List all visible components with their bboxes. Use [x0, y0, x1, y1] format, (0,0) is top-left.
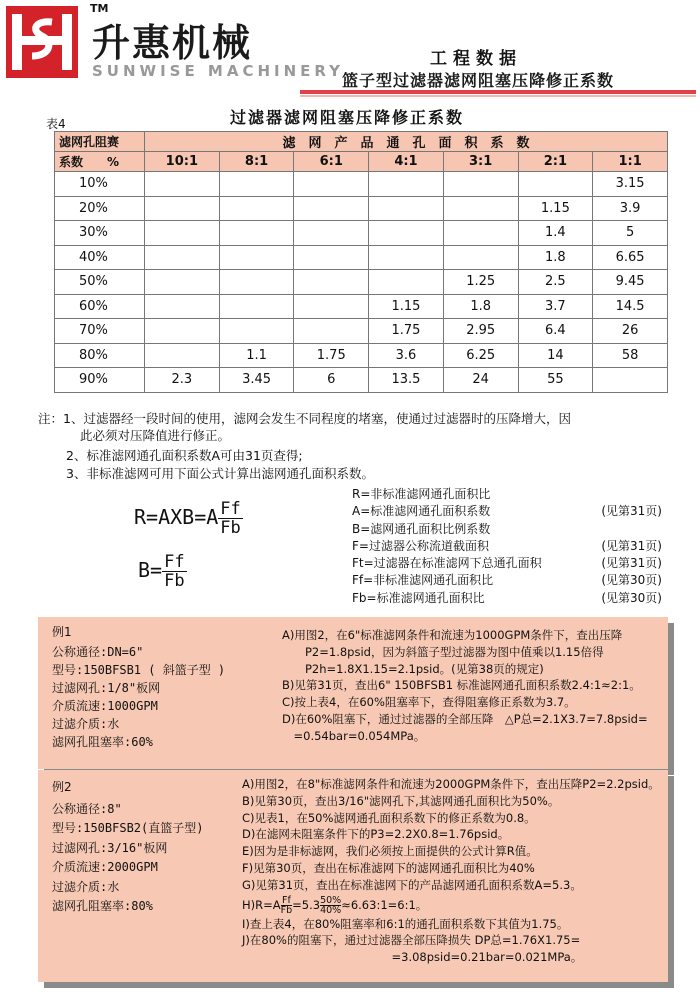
factor-cell — [443, 172, 518, 197]
example-2-param: 介质流速:2000GPM — [52, 860, 158, 874]
factor-cell: 58 — [593, 343, 668, 368]
table-row — [55, 245, 668, 270]
example-1-step: D)在60%阻塞下，通过过滤器的全部压降 △P总=2.1X3.7=7.8psid= — [282, 711, 648, 726]
definition-item — [352, 538, 662, 555]
blockage-percent-cell: 80% — [55, 343, 145, 368]
note-3: 3、非标准滤网可用下面公式计算出滤网通孔面积系数。 — [66, 466, 374, 481]
page-title: 工程数据 — [430, 49, 522, 69]
example-2-step: F)见第30页，查出在标准滤网下的滤网通孔面积比为40% — [242, 860, 535, 875]
ratio-header: 10:1 — [145, 152, 220, 172]
factor-cell — [145, 270, 220, 295]
example-2-step-h — [242, 894, 660, 916]
formula-r-fraction — [218, 500, 242, 537]
correction-factor-table — [54, 131, 668, 393]
example-2-step: B)见第30页，查出3/16"滤网孔下,其滤网通孔面积比为50%。 — [242, 793, 560, 808]
step-h-num-2: 50% — [320, 894, 342, 906]
example-1-param: 例1 — [52, 625, 72, 639]
factor-cell — [219, 270, 294, 295]
corner-header-top: 滤网孔阻赛 — [55, 132, 145, 152]
factor-cell: 1.75 — [369, 319, 444, 344]
header-divider-secondary — [300, 95, 696, 97]
table-title: 过滤器滤网阻塞压降修正系数 — [230, 108, 465, 127]
definition-text: B=滤网通孔面积比例系数 — [352, 521, 491, 536]
factor-cell — [369, 245, 444, 270]
formula-r-left: R=AXB=A — [134, 505, 219, 529]
note-1a: 注：1、过滤器经一段时间的使用，滤网会发生不同程度的堵塞，使通过过滤器时的压降增大，因 — [38, 411, 571, 426]
factor-cell — [443, 221, 518, 246]
step-h-num-1: Ff — [281, 894, 291, 906]
factor-cell — [145, 245, 220, 270]
formula-b-denominator: Fb — [164, 571, 185, 591]
blockage-percent-cell: 60% — [55, 294, 145, 319]
formula-r-denominator: Fb — [220, 518, 241, 538]
factor-cell: 9.45 — [593, 270, 668, 295]
blockage-percent-cell: 90% — [55, 368, 145, 393]
formula-b-left: B= — [138, 558, 163, 582]
table-row — [55, 172, 668, 197]
formula-b — [138, 553, 187, 590]
blockage-percent-cell: 50% — [55, 270, 145, 295]
example-1-box — [38, 617, 668, 769]
factor-cell — [219, 245, 294, 270]
factor-cell — [369, 172, 444, 197]
header-divider — [300, 90, 696, 94]
table-row — [55, 368, 668, 393]
group-header: 滤 网 产 品 通 孔 面 积 系 数 — [145, 132, 668, 152]
factor-cell: 3.6 — [369, 343, 444, 368]
brand-name-cn: 升惠机械 — [92, 21, 253, 65]
example-2-step: G)见第31页，查出在标准滤网下的产品滤网通孔面积系数A=5.3。 — [242, 877, 582, 892]
factor-cell: 14 — [518, 343, 593, 368]
factor-cell: 3.15 — [593, 172, 668, 197]
factor-cell — [219, 172, 294, 197]
example-1-param: 过滤介质:水 — [52, 717, 120, 731]
factor-cell: 1.15 — [518, 196, 593, 221]
factor-cell: 1.8 — [443, 294, 518, 319]
factor-cell — [369, 270, 444, 295]
example-1-param: 公称通径:DN=6" — [52, 645, 144, 659]
definition-text: A=标准滤网通孔面积系数 — [352, 504, 491, 519]
factor-cell: 24 — [443, 368, 518, 393]
factor-cell: 6.65 — [593, 245, 668, 270]
table-label: 表4 — [46, 117, 66, 131]
formula-r — [134, 500, 243, 537]
factor-cell — [145, 196, 220, 221]
ratio-header: 8:1 — [219, 152, 294, 172]
trademark-mark: TM — [90, 2, 109, 15]
table-row — [55, 196, 668, 221]
note-1b: 此必须对压降值进行修正。 — [80, 428, 231, 443]
example-2-step: A)用图2，在8"标准滤网条件和流速为2000GPM条件下，查出压降P2=2.2psid。 — [242, 777, 660, 791]
factor-cell: 55 — [518, 368, 593, 393]
table-row — [55, 319, 668, 344]
example-1-step: B)见第31页，查出6" 150BFSB1 标准滤网通孔面积系数2.4:1≈2:1。 — [282, 678, 641, 693]
factor-cell: 2.3 — [145, 368, 220, 393]
factor-cell — [294, 294, 369, 319]
brand-name-en: SUNWISE MACHINERY — [92, 62, 345, 80]
factor-cell — [593, 368, 668, 393]
factor-cell — [219, 221, 294, 246]
example-2-step: C)见表1，在50%滤网通孔面积系数下的修正系数为0.8。 — [242, 810, 536, 825]
definition-text: Ff=非标准滤网通孔面积比 — [352, 573, 494, 588]
factor-cell: 1.1 — [219, 343, 294, 368]
factor-cell: 1.15 — [369, 294, 444, 319]
factor-cell — [294, 245, 369, 270]
factor-cell — [518, 172, 593, 197]
factor-cell: 2.95 — [443, 319, 518, 344]
formula-b-fraction — [162, 553, 186, 590]
definition-item — [352, 503, 662, 520]
note-2: 2、标准滤网通孔面积系数A可由31页查得; — [66, 448, 303, 463]
definition-item — [352, 572, 662, 589]
example-1-steps — [282, 627, 648, 745]
example-2-param: 型号:150BFSB2(直篮子型) — [52, 821, 204, 835]
step-h-prefix: H)R=A — [242, 897, 281, 912]
definition-item — [352, 555, 662, 572]
ratio-header: 3:1 — [443, 152, 518, 172]
formula-r-numerator: Ff — [220, 499, 241, 519]
definition-ref: (见第31页) — [601, 556, 662, 571]
example-2-param: 过滤网孔:3/16"板网 — [52, 840, 168, 855]
example-1-step: P2h=1.8X1.15=2.1psid。(见第38页的规定) — [282, 661, 544, 676]
step-h-den-1: Fb — [280, 904, 293, 916]
definition-item — [352, 486, 662, 503]
factor-cell — [145, 343, 220, 368]
factor-cell — [145, 172, 220, 197]
example-1-step: P2=1.8psid，因为斜篮子型过滤器为图中值乘以1.15倍得 — [282, 644, 604, 659]
definitions-list — [352, 486, 662, 607]
factor-cell — [294, 319, 369, 344]
definition-item — [352, 590, 662, 607]
factor-cell: 13.5 — [369, 368, 444, 393]
blockage-percent-cell: 30% — [55, 221, 145, 246]
factor-cell: 1.75 — [294, 343, 369, 368]
factor-cell — [219, 294, 294, 319]
definition-item — [352, 521, 662, 538]
step-h-end: ≈6.63:1=6:1。 — [341, 897, 428, 912]
factor-cell: 1.8 — [518, 245, 593, 270]
table-row — [55, 343, 668, 368]
factor-cell: 3.9 — [593, 196, 668, 221]
example-2-param: 例2 — [52, 780, 72, 794]
ratio-header: 1:1 — [593, 152, 668, 172]
example-2-param: 公称通径:8" — [52, 801, 122, 816]
factor-cell — [294, 196, 369, 221]
definition-ref: (见第31页) — [601, 504, 662, 519]
blockage-percent-cell: 40% — [55, 245, 145, 270]
factor-cell: 14.5 — [593, 294, 668, 319]
factor-cell: 3.45 — [219, 368, 294, 393]
factor-cell: 6.4 — [518, 319, 593, 344]
example-2-step: J)在80%的阻塞下，通过过滤器全部压降损失 DP总=1.76X1.75= — [242, 933, 581, 948]
factor-cell: 1.25 — [443, 270, 518, 295]
factor-cell — [294, 221, 369, 246]
example-2-step: E)因为是非标滤网，我们必须按上面提供的公式计算R值。 — [242, 844, 538, 859]
corner-header-bottom: 系数 % — [55, 152, 145, 172]
ratio-header: 6:1 — [294, 152, 369, 172]
example-1-param: 介质流速:1000GPM — [52, 699, 158, 713]
factor-cell: 1.4 — [518, 221, 593, 246]
example-2-box — [38, 770, 668, 982]
example-2-params — [52, 778, 203, 917]
example-2-step: =3.08psid=0.21bar=0.021MPa。 — [242, 950, 583, 965]
step-h-fraction-2 — [320, 896, 341, 915]
factor-cell: 2.5 — [518, 270, 593, 295]
example-1-param: 滤网孔阻塞率:60% — [52, 735, 153, 749]
example-2-step: D)在滤网未阻塞条件下的P3=2.2X0.8=1.76psid。 — [242, 827, 510, 842]
table-row — [55, 270, 668, 295]
example-1-params — [52, 623, 225, 751]
step-h-den-2: 40% — [320, 904, 342, 916]
definition-ref: (见第31页) — [601, 538, 662, 553]
example-2-param: 过滤介质:水 — [52, 879, 120, 894]
definition-text: Ft=过滤器在标准滤网下总通孔面积 — [352, 556, 542, 571]
example-2-step: I)查上表4，在80%阻塞率和6:1的通孔面积系数下其值为1.75。 — [242, 916, 569, 931]
factor-cell — [294, 172, 369, 197]
factor-cell: 3.7 — [518, 294, 593, 319]
factor-cell: 6.25 — [443, 343, 518, 368]
example-1-step: C)按上表4，在60%阻塞率下，查得阻塞修正系数为3.7。 — [282, 695, 576, 710]
definition-ref: (见第30页) — [601, 590, 662, 605]
definition-ref: (见第30页) — [601, 573, 662, 588]
factor-cell — [443, 196, 518, 221]
factor-cell — [145, 221, 220, 246]
ratio-header: 4:1 — [369, 152, 444, 172]
page-subtitle: 篮子型过滤器滤网阻塞压降修正系数 — [342, 71, 615, 90]
factor-cell — [145, 319, 220, 344]
example-2-param: 滤网孔阻塞率:80% — [52, 899, 153, 913]
ratio-header: 2:1 — [518, 152, 593, 172]
blockage-percent-cell: 70% — [55, 319, 145, 344]
step-h-mid: =5.3 — [292, 897, 321, 912]
definition-text: R=非标准滤网通孔面积比 — [352, 487, 491, 501]
factor-cell — [369, 221, 444, 246]
example-1-param: 过滤网孔:1/8"板网 — [52, 681, 161, 695]
formula-b-numerator: Ff — [164, 552, 185, 572]
factor-cell — [145, 294, 220, 319]
example-2-steps — [242, 776, 660, 966]
example-1-step: =0.54bar=0.054MPa。 — [282, 728, 426, 743]
factor-cell: 5 — [593, 221, 668, 246]
definition-text: F=过滤器公称流道截面积 — [352, 538, 489, 553]
blockage-percent-cell: 10% — [55, 172, 145, 197]
factor-cell — [219, 319, 294, 344]
factor-cell: 26 — [593, 319, 668, 344]
definition-text: Fb=标准滤网通孔面积比 — [352, 590, 485, 605]
example-1-param: 型号:150BFSB1 ( 斜篮子型 ) — [52, 663, 226, 677]
logo-emblem-icon — [6, 6, 78, 78]
company-logo — [6, 6, 78, 78]
table-row — [55, 221, 668, 246]
factor-cell — [369, 196, 444, 221]
factor-cell — [294, 270, 369, 295]
step-h-fraction-1 — [281, 896, 293, 915]
example-1-step: A)用图2，在6"标准滤网条件和流速为1000GPM条件下，查出压降 — [282, 628, 623, 642]
table-row — [55, 294, 668, 319]
factor-cell — [219, 196, 294, 221]
blockage-percent-cell: 20% — [55, 196, 145, 221]
factor-cell — [443, 245, 518, 270]
factor-cell: 6 — [294, 368, 369, 393]
